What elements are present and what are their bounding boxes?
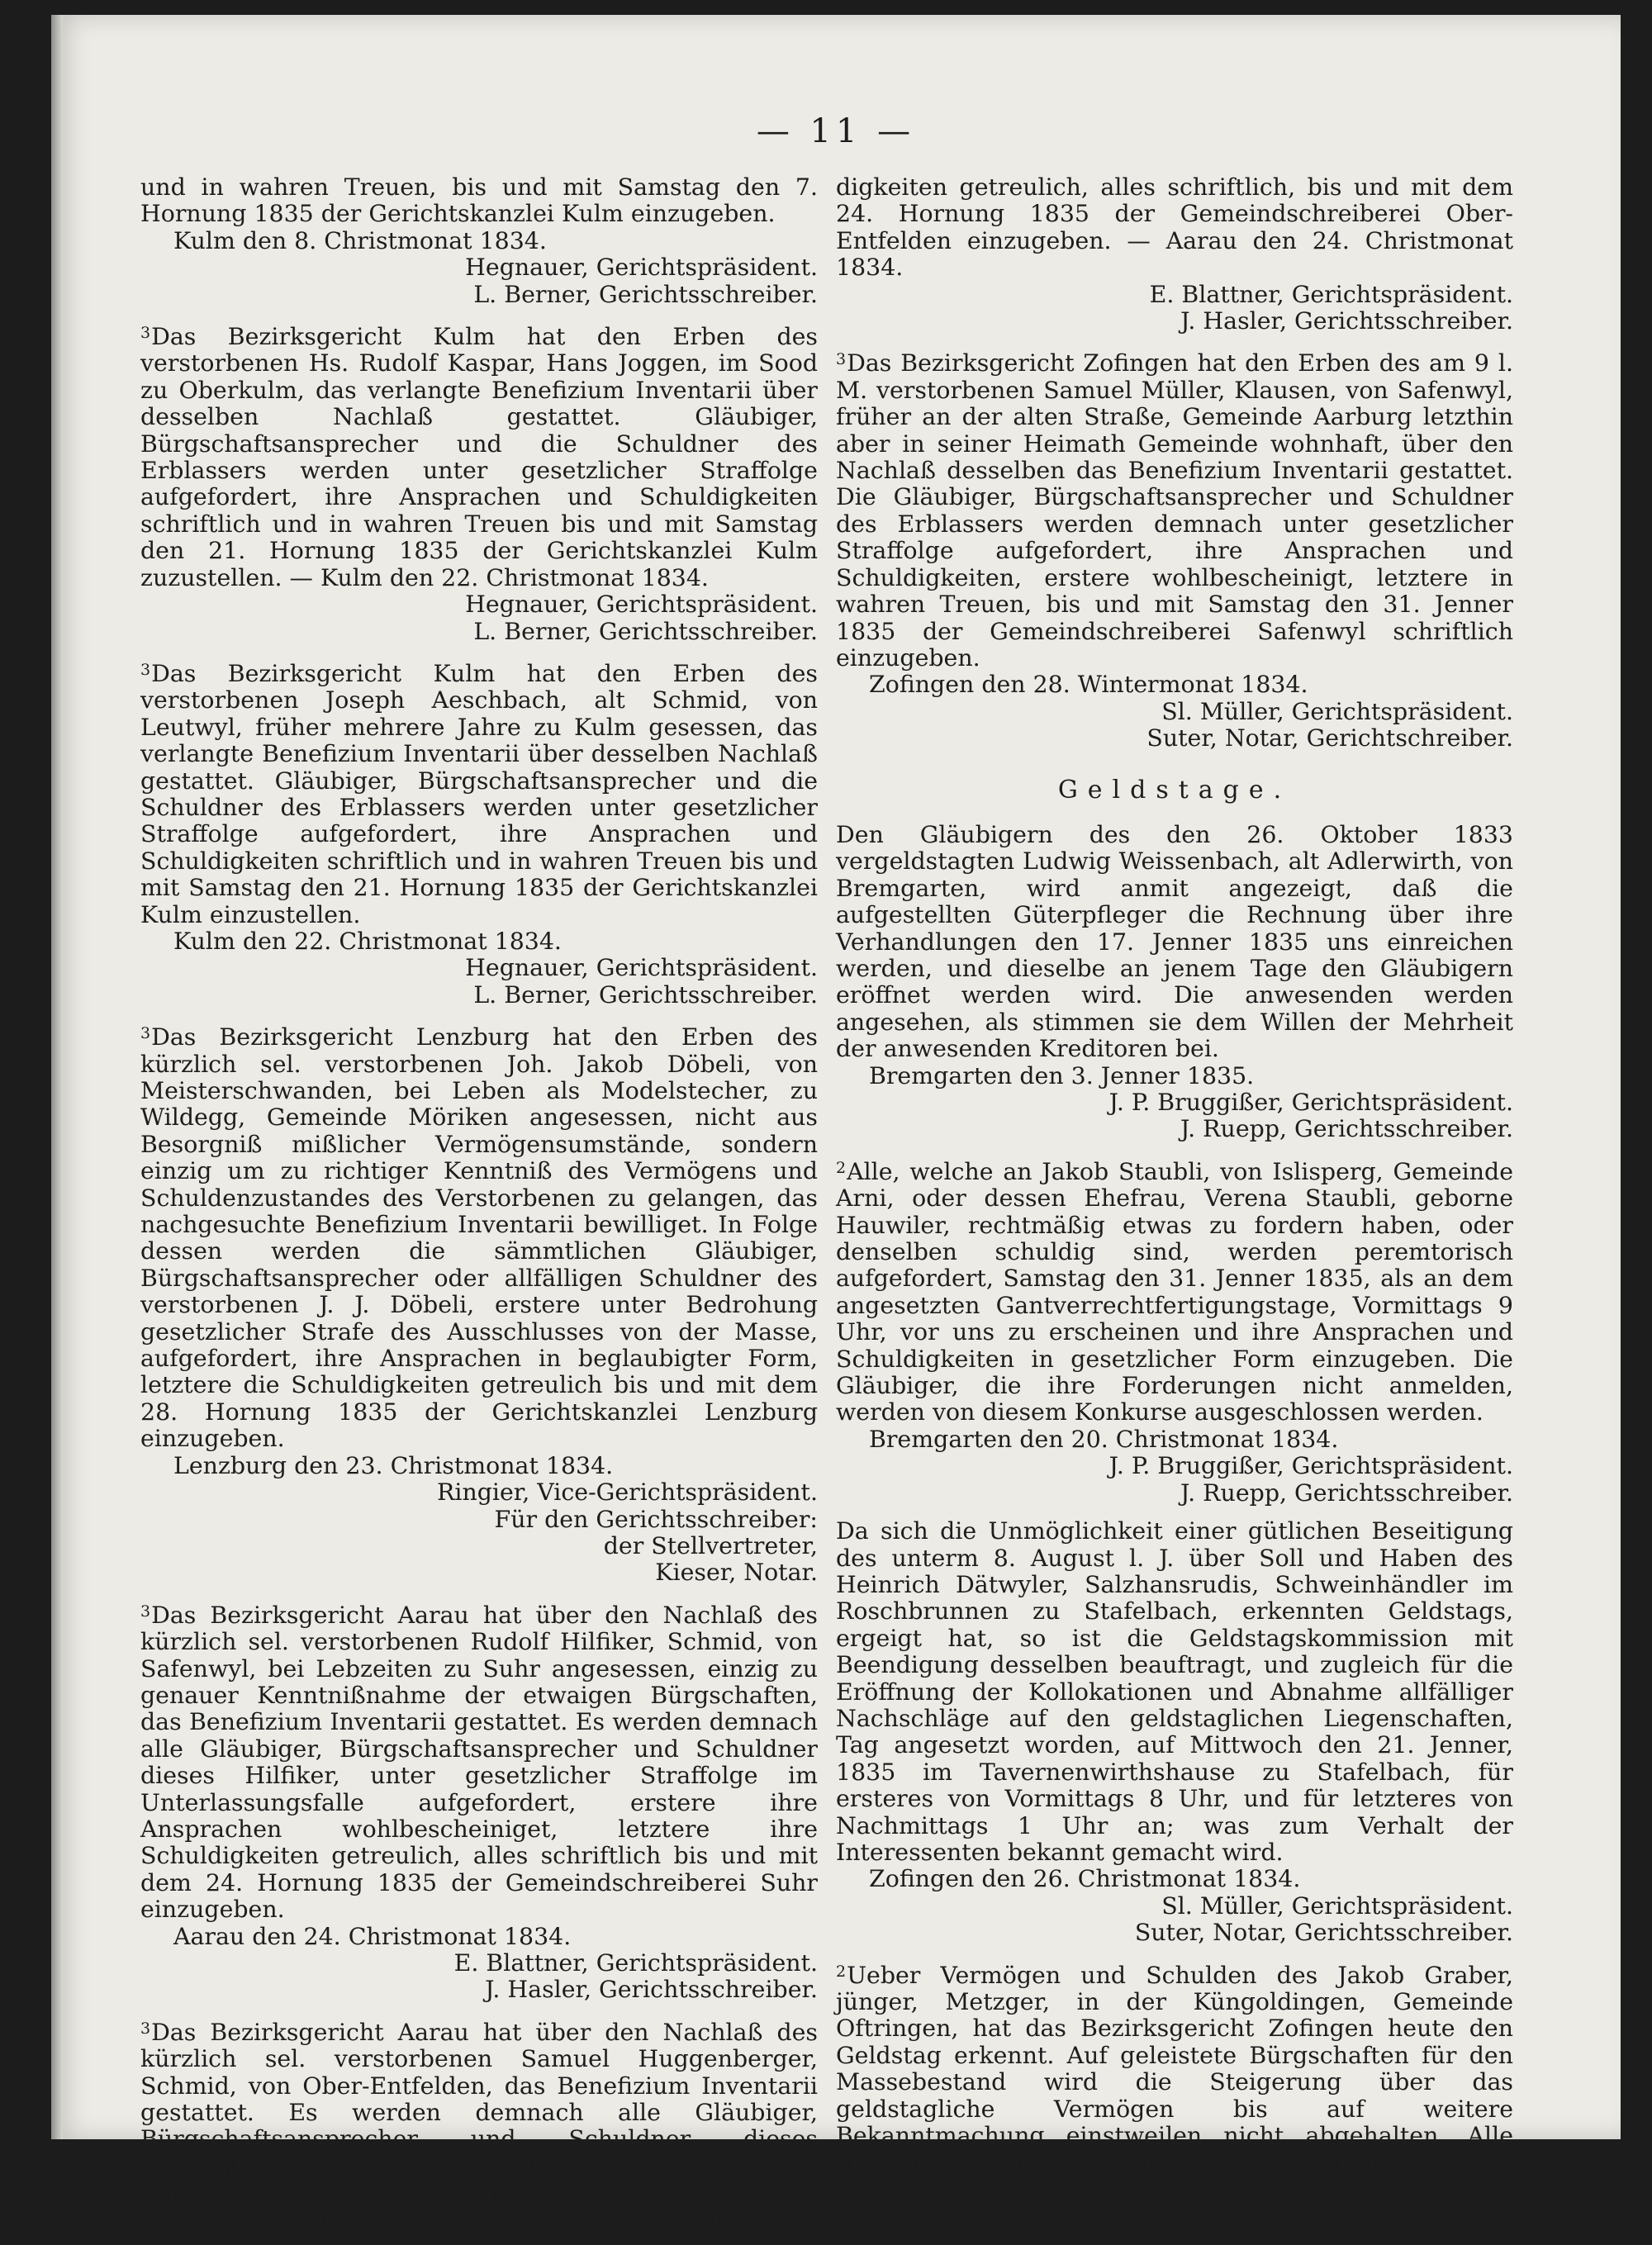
notice-text: digkeiten getreulich, alles schriftlich, bis und mit dem 24. Hornung 1835 der Gemeindschreiberei Ober-Entfelden einzugeben. — Aarau den 24. Christmonat 1834. xyxy=(836,173,1513,282)
notice xyxy=(836,1958,1513,2204)
signature-line: Sl. Müller, Gerichtspräsident. xyxy=(1161,697,1513,725)
right-column-top xyxy=(836,174,1513,752)
signature-line: E. Blattner, Gerichtspräsident. xyxy=(453,1949,818,1977)
section-heading: Geldstage. xyxy=(1057,775,1292,804)
notice-text-block xyxy=(140,1598,818,1924)
signature-line: der Stellvertreter, xyxy=(603,1531,818,1559)
notice-text: Alle, welche an Jakob Staubli, von Islisperg, Gemeinde Arni, oder dessen Ehefrau, Verena Staubli, geborne Hauwiler, rechtmäßig etwas zu fordern haben, oder denselben schuldig sind, werden peremtorisch aufgefordert, Samstag den 31. Jenner 1835, als an dem angesetzten Gantverrechtfertigungstage, Vormittags 9 Uhr, vor uns zu erscheinen und ihre Ansprachen und Schuldigkeiten in gesetzlicher Form einzugeben. Die Gläubiger, die ihre Forderungen nicht anmelden, werden von diesem Konkurse ausgeschlossen werden. xyxy=(836,1157,1513,1426)
right-column xyxy=(836,174,1513,2214)
notice-text-block xyxy=(836,174,1513,282)
signature-line: L. Berner, Gerichtsschreiber. xyxy=(473,617,818,645)
place-date: Zofingen den 26. Christmonat 1834. xyxy=(869,1865,1301,1893)
signature-line: Suter, Notar, Gerichtschreiber. xyxy=(1146,724,1513,752)
signature-line: L. Berner, Gerichtsschreiber. xyxy=(473,980,818,1009)
notice xyxy=(140,174,818,308)
signature-line: J. Ruepp, Gerichtsschreiber. xyxy=(1180,1115,1513,1143)
signature-line: Hegnauer, Gerichtspräsident. xyxy=(465,254,818,282)
notice-text-block xyxy=(836,1958,1513,2204)
place-date: Lenzburg den 23. Christmonat 1834. xyxy=(173,1451,614,1479)
notice-text: Das Bezirksgericht Kulm hat den Erben des verstorbenen Hs. Rudolf Kaspar, Hans Joggen, im Sood zu Oberkulm, das verlangte Benefizium Inventarii über desselben Nachlaß gestattet. Gläubiger, Bürgschaftsansprecher und die Schuldner des Erblassers werden unter gesetzlicher Straffolge aufgefordert, ihre Ansprachen und Schuldigkeiten schriftlich und in wahren Treuen bis und mit Samstag den 21. Hornung 1835 der Gerichtskanzlei Kulm zuzustellen. — Kulm den 22. Christmonat 1834. xyxy=(140,323,818,591)
signature-line: E. Blattner, Gerichtspräsident. xyxy=(1149,280,1513,308)
notice xyxy=(836,822,1513,1143)
notice-text-block xyxy=(140,320,818,591)
insertion-marker: 3 xyxy=(140,1602,151,1621)
notice-text-block xyxy=(836,1155,1513,1426)
notice-text: Das Bezirksgericht Lenzburg hat den Erben des kürzlich sel. verstorbenen Joh. Jakob Döbeli, von Meisterschwanden, bei Leben als Modelstecher, zu Wildegg, Gemeinde Möriken angesessen, nicht aus Besorgniß mißlicher Vermögensumstände, sondern einzig um zu richtiger Kenntniß des Vermögens und Schuldenzustandes des Verstorbenen zu gelangen, das nachgesuchte Benefizium Inventarii bewilliget. In Folge dessen werden die sämmtlichen Gläubiger, Bürgschaftsansprecher oder allfälligen Schuldner des verstorbenen J. J. Döbeli, erstere unter Bedrohung gesetzlicher Strafe des Ausschlusses von der Masse, aufgefordert, ihre Ansprachen in beglaubigter Form, letztere die Schuldigkeiten getreulich bis und mit dem 28. Hornung 1835 der Gerichtskanzlei Lenzburg einzugeben. xyxy=(140,1023,818,1453)
binding-gutter xyxy=(51,15,63,2139)
left-column xyxy=(140,174,818,2245)
notice xyxy=(836,346,1513,752)
notice-text-block xyxy=(140,174,818,228)
signature-line: J. Ruepp, Gerichtsschreiber. xyxy=(1180,1478,1513,1507)
notice-text-block xyxy=(836,1518,1513,1866)
signature-line: J. P. Bruggißer, Gerichtspräsident. xyxy=(1108,1089,1513,1116)
notice-text: Das Bezirksgericht Kulm hat den Erben des verstorbenen Joseph Aeschbach, alt Schmid, von Leutwyl, früher mehrere Jahre zu Kulm gesessen, das verlangte Benefizium Inventarii über desselben Nachlaß gestattet. Gläubiger, Bürgschaftsansprecher und die Schuldner des Erblassers werden unter gesetzlicher Straffolge aufgefordert, ihre Ansprachen und Schuldigkeiten schriftlich und in wahren Treuen bis und mit Samstag den 21. Hornung 1835 der Gerichtskanzlei Kulm einzustellen. xyxy=(140,659,818,928)
notice-text: Den Gläubigern des den 26. Oktober 1833 vergeldstagten Ludwig Weissenbach, alt Adlerwirth, von Bremgarten, wird anmit angezeigt, daß die aufgestellten Güterpfleger die Rechnung über ihre Verhandlungen den 17. Jenner 1835 uns einreichen werden, und dieselbe an jenem Tage den Gläubigern eröffnet werden wird. Die anwesenden werden angesehen, als stimmen sie dem Willen der Mehrheit der anwesenden Kreditoren bei. xyxy=(836,820,1513,1063)
signature-line: Hegnauer, Gerichtspräsident. xyxy=(465,591,818,619)
place-date: Kulm den 8. Christmonat 1834. xyxy=(173,226,547,254)
signature-line: Für den Gerichtsschreiber: xyxy=(494,1505,818,1533)
page-number: — 11 — xyxy=(756,112,916,150)
notice-text-block xyxy=(140,657,818,928)
insertion-marker: 3 xyxy=(836,350,847,369)
insertion-marker: 2 xyxy=(836,1962,847,1981)
notice-text-block xyxy=(836,346,1513,672)
signature-line: Suter, Notar, Gerichtsschreiber. xyxy=(1134,1919,1513,1947)
notice xyxy=(140,1020,818,1587)
notice xyxy=(836,174,1513,335)
notice-text-block xyxy=(836,822,1513,1063)
right-column-bottom xyxy=(836,822,1513,2203)
notice-text: Da sich die Unmöglichkeit einer gütlichen Beseitigung des unterm 8. August l. J. über Soll und Haben des Heinrich Dätwyler, Salzhansrudis, Schweinhändler im Roschbrunnen zu Stafelbach, erkennten Geldstags, ergeigt hat, so ist die Geldstagskommission mit Beendigung desselben beauftragt, und zugleich für die Eröffnung der Kollokationen und Abnahme allfälliger Nachschläge auf den geldstaglichen Liegenschaften, Tag angesetzt worden, auf Mittwoch den 21. Jenner, 1835 im Tavernenwirthshause zu Stafelbach, für ersteres von Vormittags 8 Uhr, und für letzteres von Nachmittags 1 Uhr an; was zum Verhalt der Interessenten bekannt gemacht wird. xyxy=(836,1517,1513,1866)
insertion-marker: 3 xyxy=(140,2019,151,2038)
notice-text-block xyxy=(140,1020,818,1453)
signature-line: J. P. Bruggißer, Gerichtspräsident. xyxy=(1108,1452,1513,1480)
signature-line: Sl. Müller, Gerichtspräsident. xyxy=(1161,1891,1513,1920)
notice xyxy=(836,1518,1513,1947)
signature-line: L. Berner, Gerichtsschreiber. xyxy=(473,280,818,308)
signature-line: J. Hasler, Gerichtsschreiber. xyxy=(1180,307,1513,335)
notice xyxy=(836,1155,1513,1507)
place-date: Aarau den 24. Christmonat 1834. xyxy=(173,1922,572,1950)
place-date: Kulm den 22. Christmonat 1834. xyxy=(173,927,562,955)
signature-line: Hegnauer, Gerichtspräsident. xyxy=(465,954,818,982)
insertion-marker: 3 xyxy=(140,1024,151,1043)
place-date: Bremgarten den 20. Christmonat 1834. xyxy=(869,1425,1339,1453)
insertion-marker: 2 xyxy=(836,1158,847,1177)
insertion-marker: 3 xyxy=(140,324,151,343)
notice xyxy=(140,2015,818,2233)
signature-line: Ringier, Vice-Gerichtspräsident. xyxy=(437,1478,818,1507)
signature-line: J. Hasler, Gerichtsschreiber. xyxy=(485,1976,818,2004)
signature-line: Kieser, Notar. xyxy=(655,1559,818,1587)
notice xyxy=(140,657,818,1009)
insertion-marker: 3 xyxy=(140,660,151,679)
notice-text: Das Bezirksgericht Aarau hat über den Nachlaß des kürzlich sel. verstorbenen Samuel Huggenberger, Schmid, von Ober-Entfelden, das Benefizium Inventarii gestattet. Es werden demnach alle Gläubiger, Bürgschaftsansprecher und Schuldner dieses Huggenberger, unter gesetzlicher Straffolge im Unterlassungsfalle aufgefordert, erstere ihre Ansprachen wohlbescheinigt, letztere ihre Schul- xyxy=(140,2018,818,2233)
notice-text: Ueber Vermögen und Schulden des Jakob Graber, jünger, Metzger, in der Küngoldingen, Gemeinde Oftringen, hat das Bezirksgericht Zofingen heute den Geldstag erkennt. Auf geleistete Bürgschaften für den Massebestand wird die Steigerung über das geldstagliche Vermögen bis auf weitere Bekanntmachung einstweilen nicht abgehalten. Alle diejenigen, welche an den Geldstager irgend einer Art Anforderungen zu machen haben, so wie dessen xyxy=(836,1961,1513,2203)
notice xyxy=(140,320,818,645)
notice-text: Das Bezirksgericht Zofingen hat den Erben des am 9 l. M. verstorbenen Samuel Müller, Klausen, von Safenwyl, früher an der alten Straße, Gemeinde Aarburg letzthin aber in seiner Heimath Gemeinde wohnhaft, über den Nachlaß desselben das Benefizium Inventarii gestattet. Die Gläubiger, Bürgschaftsansprecher und Schuldner des Erblassers werden demnach unter gesetzlicher Straffolge aufgefordert, ihre Ansprachen und Schuldigkeiten, erstere wohlbescheinigt, letztere in wahren Treuen, bis und mit Samstag den 31. Jenner 1835 der Gemeindschreiberei Safenwyl schriftlich einzugeben. xyxy=(836,349,1513,672)
notice xyxy=(140,1598,818,2004)
place-date: Zofingen den 28. Wintermonat 1834. xyxy=(869,671,1308,699)
notice-text: und in wahren Treuen, bis und mit Samstag den 7. Hornung 1835 der Gerichtskanzlei Kulm einzugeben. xyxy=(140,173,818,228)
newspaper-page xyxy=(51,15,1621,2233)
notice-text-block xyxy=(140,2015,818,2233)
notice-text: Das Bezirksgericht Aarau hat über den Nachlaß des kürzlich sel. verstorbenen Rudolf Hilfiker, Schmid, von Safenwyl, bei Lebzeiten zu Suhr angesessen, einzig zu genauer Kenntnißnahme der etwaigen Bürgschaften, das Benefizium Inventarii gestattet. Es werden demnach alle Gläubiger, Bürgschaftsansprecher und Schuldner dieses Hilfiker, unter gesetzlicher Straffolge im Unterlassungsfalle aufgefordert, erstere ihre Ansprachen wohlbescheiniget, letztere ihre Schuldigkeiten getreulich, alles schriftlich bis und mit dem 24. Hornung 1835 der Gemeindschreiberei Suhr einzugeben. xyxy=(140,1601,818,1924)
place-date: Bremgarten den 3. Jenner 1835. xyxy=(869,1061,1255,1089)
